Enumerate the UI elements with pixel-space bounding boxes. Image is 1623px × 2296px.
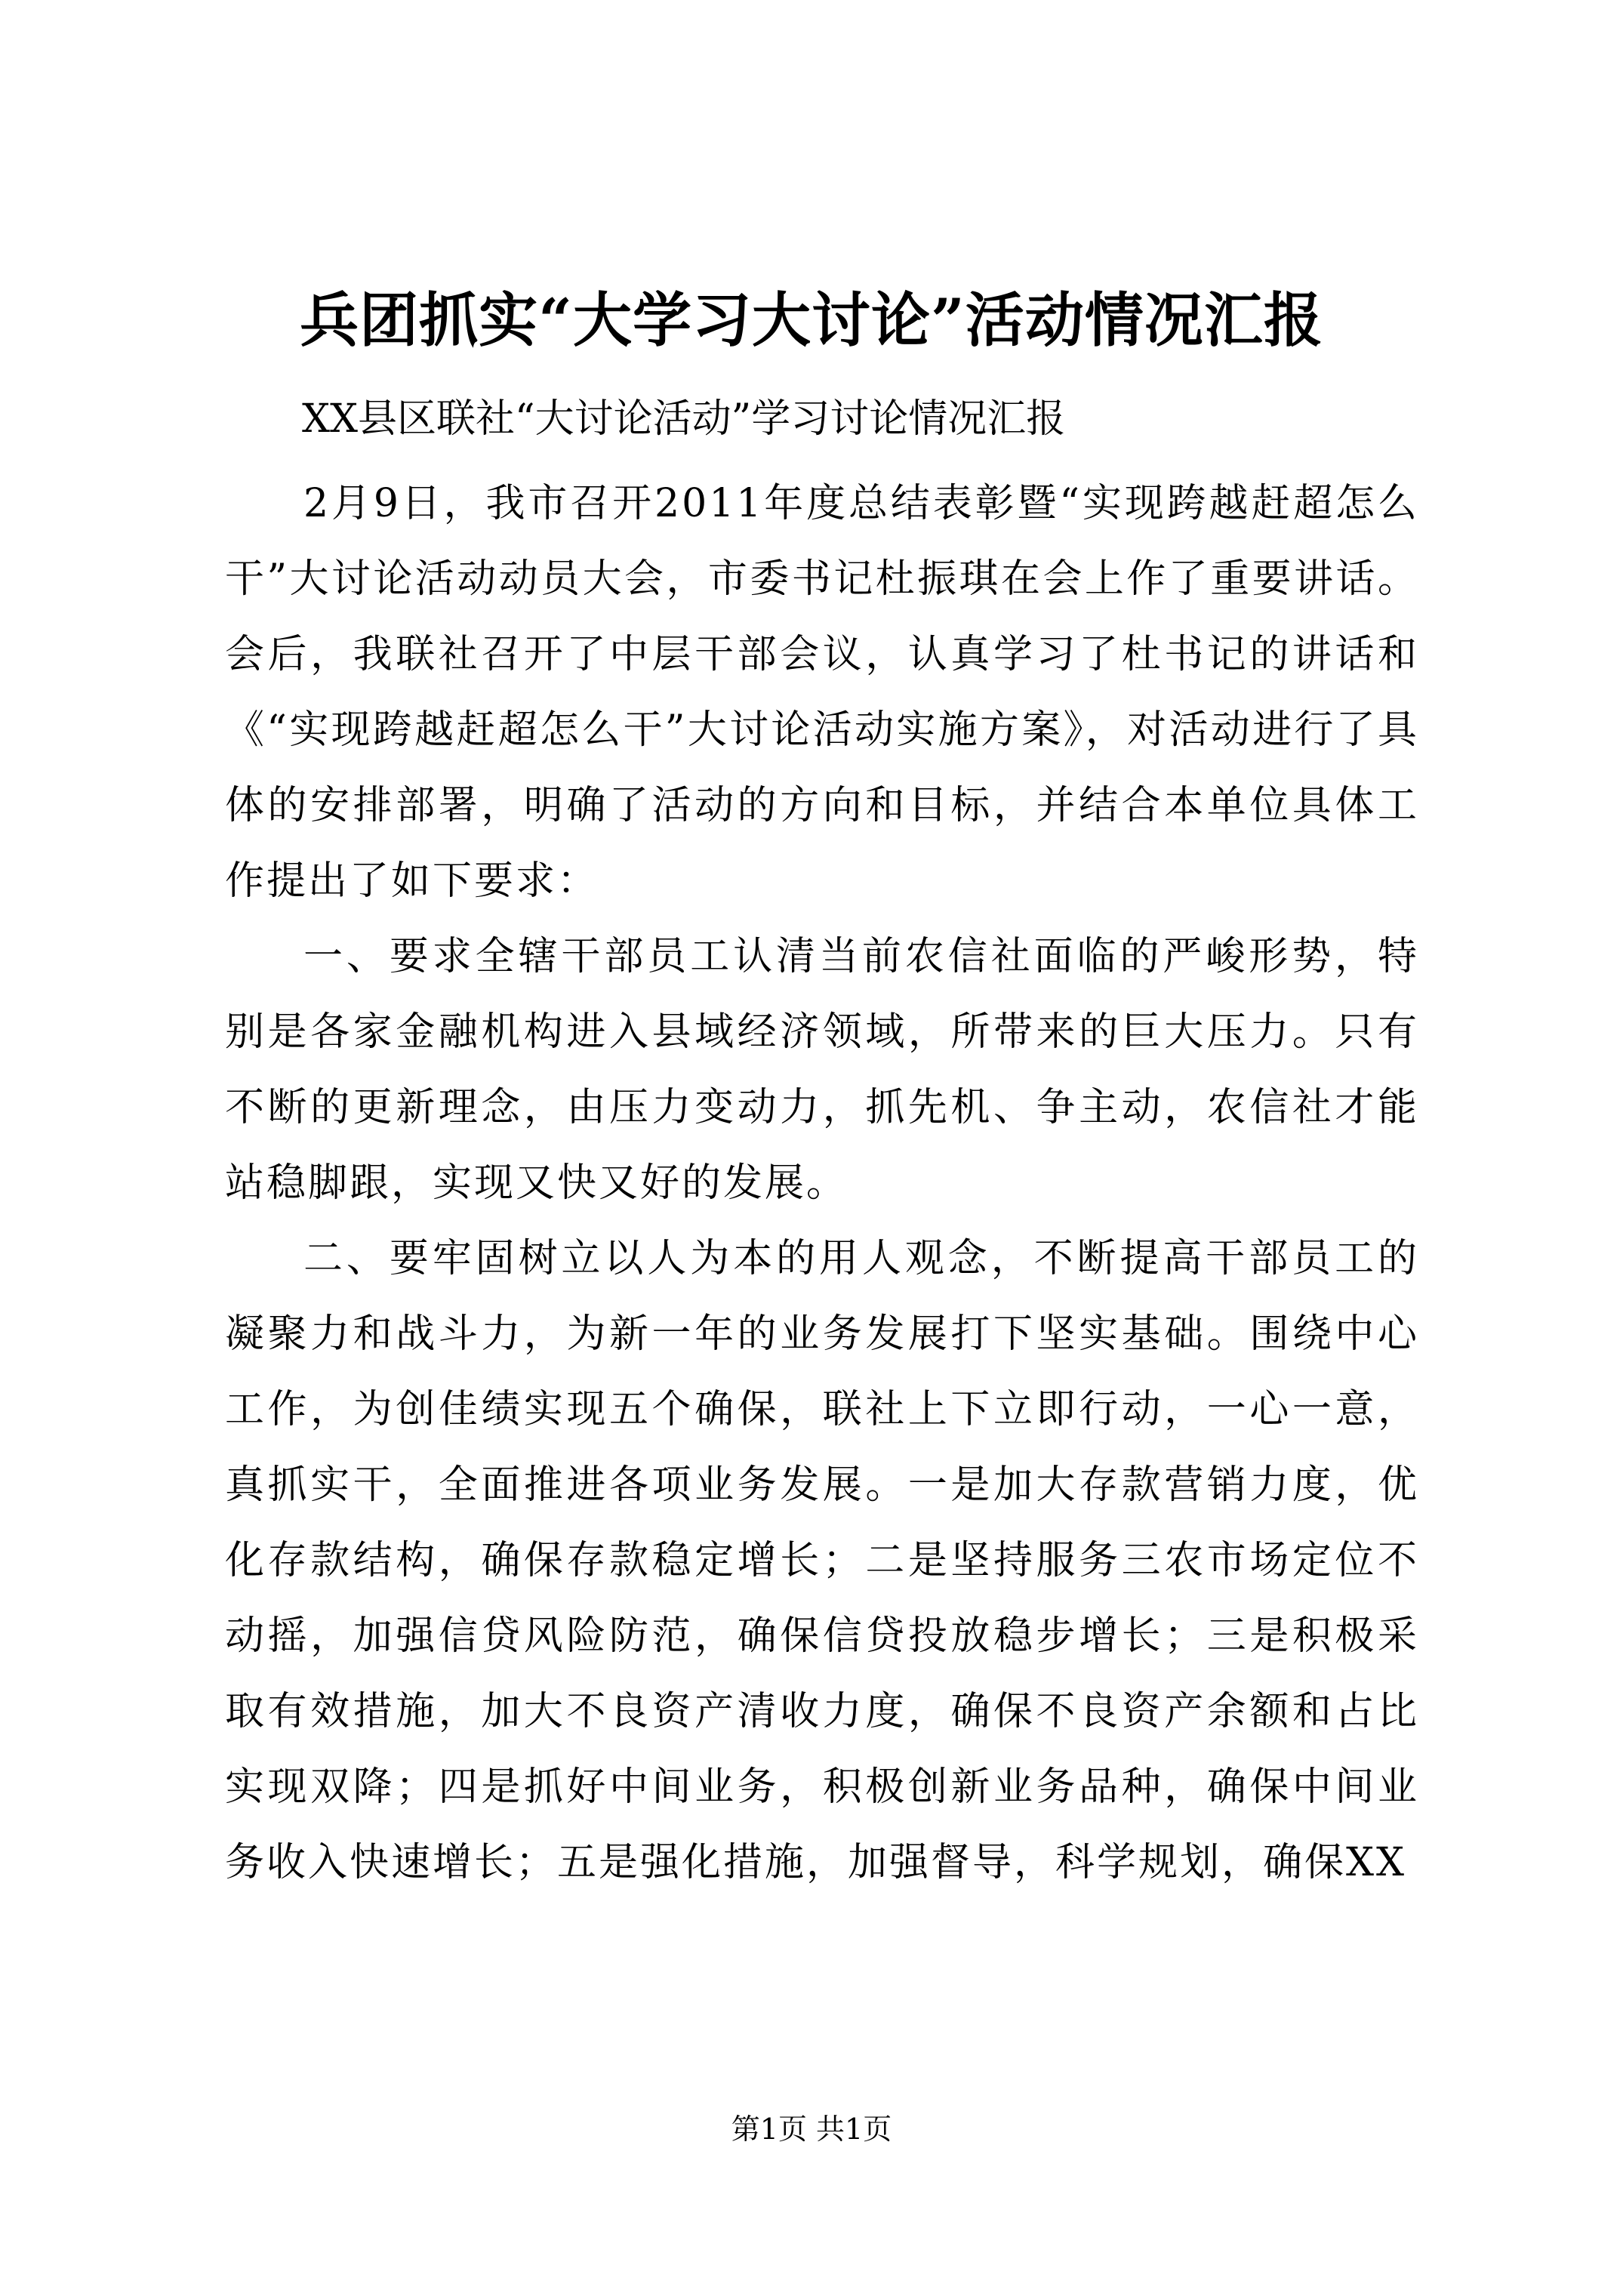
body-paragraph: 2月9日，我市召开2011年度总结表彰暨“实现跨越赶超怎么干”大讨论活动动员大会，市委书记杜振琪在会上作了重要讲话。会后，我联社召开了中层干部会议，认真学习了杜书记的讲话和《“实现跨越赶超怎么干”大讨论活动实施方案》，对活动进行了具体的安排部署，明确了活动的方向和目标，并结合本单位具体工作提出了如下要求：: [225, 481, 1419, 904]
body-paragraph: 二、要牢固树立以人为本的用人观念，不断提高干部员工的凝聚力和战斗力，为新一年的业务发展打下坚实基础。围绕中心工作，为创佳绩实现五个确保，联社上下立即行动，一心一意，真抓实干，全面推进各项业务发展。一是加大存款营销力度，优化存款结构，确保存款稳定增长；二是坚持服务三农市场定位不动摇，加强信贷风险防范，确保信贷投放稳步增长；三是积极采取有效措施，加大不良资产清收力度，确保不良资产余额和占比实现双降；四是抓好中间业务，积极创新业务品种，确保中间业务收入快速增长；五是强化措施，加强督导，科学规划，确保XX: [225, 1236, 1419, 1885]
page-footer: 第1页 共1页: [731, 2113, 892, 2146]
body-paragraph: 一、要求全辖干部员工认清当前农信社面临的严峻形势，特别是各家金融机构进入县域经济领域，所带来的巨大压力。只有不断的更新理念，由压力变动力，抓先机、争主动，农信社才能站稳脚跟，实现又快又好的发展。: [225, 934, 1419, 1206]
document-body: [225, 466, 1419, 1900]
document-subtitle: XX县区联社“大讨论活动”学习讨论情况汇报: [302, 396, 1066, 442]
document-title: 兵团抓实“大学习大讨论”活动情况汇报: [300, 286, 1323, 355]
